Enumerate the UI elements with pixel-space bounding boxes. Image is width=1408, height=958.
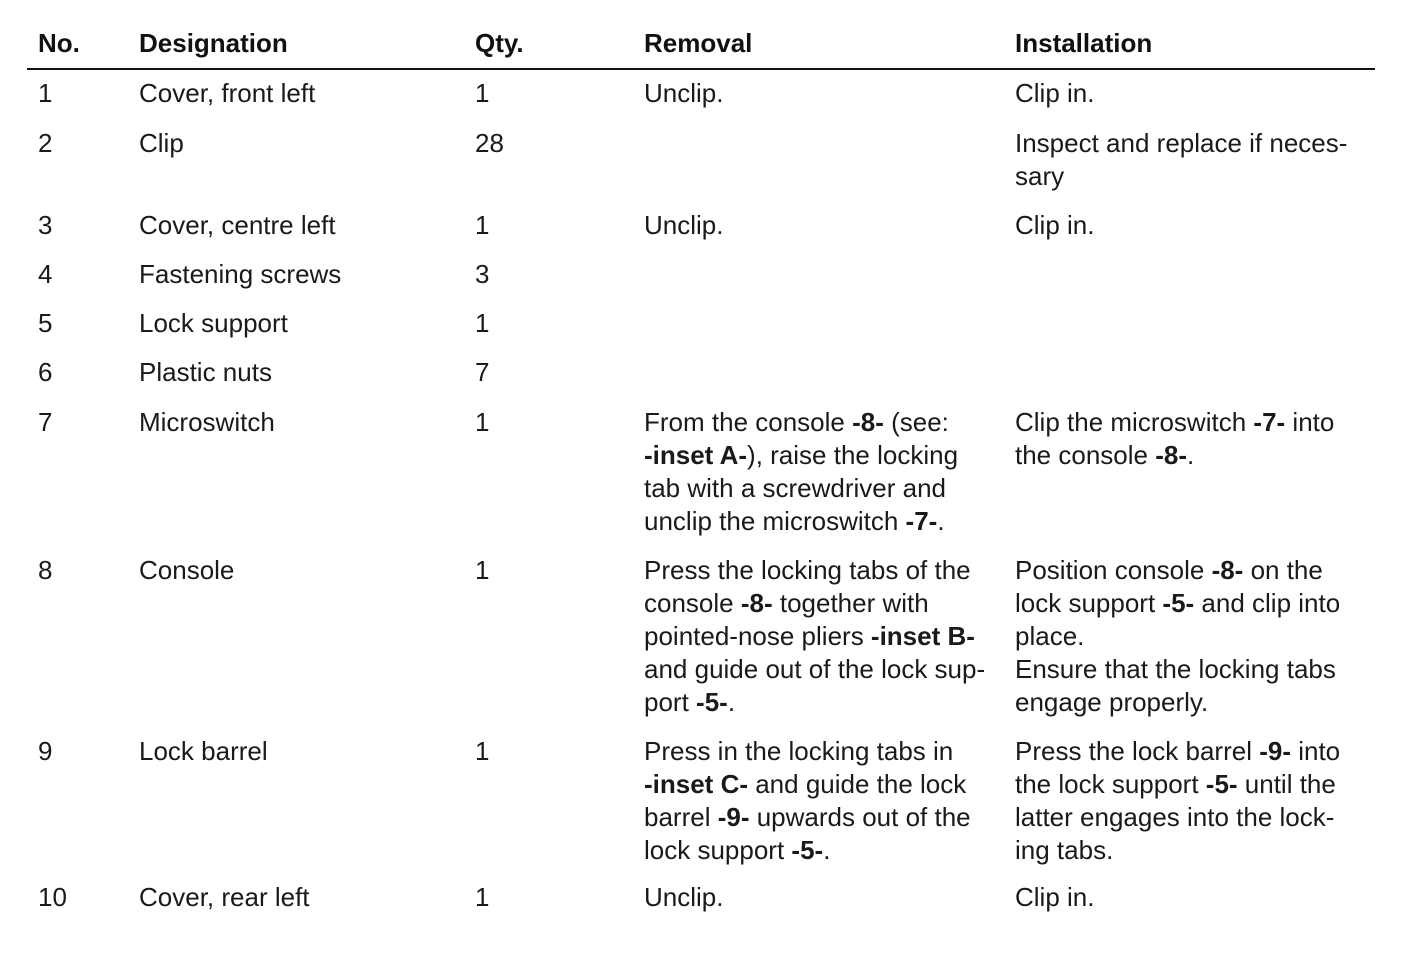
row-number: 5 xyxy=(38,308,53,338)
row-number: 10 xyxy=(38,882,67,912)
row-number: 1 xyxy=(38,78,53,108)
row-removal-line: -inset A-), raise the locking xyxy=(644,440,959,470)
row-removal-line: Unclip. xyxy=(644,210,724,240)
row-removal-line: unclip the microswitch -7-. xyxy=(644,506,945,536)
row-installation-line: Clip in. xyxy=(1015,210,1095,240)
row-installation-line: Press the lock barrel -9- into xyxy=(1015,736,1341,766)
row-designation: Fastening screws xyxy=(139,259,342,289)
row-installation-line: the console -8-. xyxy=(1015,440,1195,470)
row-removal-line: pointed-nose pliers -inset B- xyxy=(644,621,975,651)
row-removal-line: console -8- together with xyxy=(644,588,929,618)
row-designation: Lock support xyxy=(139,308,288,338)
header-qty: Qty. xyxy=(475,28,524,58)
row-removal-line: tab with a screwdriver and xyxy=(644,473,947,503)
row-designation: Console xyxy=(139,555,235,585)
row-designation: Cover, centre left xyxy=(139,210,336,240)
row-installation-line: Inspect and replace if neces- xyxy=(1015,128,1348,158)
row-removal-line: Unclip. xyxy=(644,78,724,108)
header-installation: Installation xyxy=(1015,28,1153,58)
row-installation-line: Position console -8- on the xyxy=(1015,555,1323,585)
row-designation: Lock barrel xyxy=(139,736,268,766)
row-installation-line: Clip in. xyxy=(1015,882,1095,912)
row-qty: 1 xyxy=(475,308,490,338)
row-number: 3 xyxy=(38,210,53,240)
row-designation: Plastic nuts xyxy=(139,357,272,387)
row-installation-line: Ensure that the locking tabs xyxy=(1015,654,1336,684)
row-removal-line: and guide out of the lock sup- xyxy=(644,654,986,684)
header-designation: Designation xyxy=(139,28,288,58)
header-divider xyxy=(27,68,1375,70)
row-installation-line: Clip in. xyxy=(1015,78,1095,108)
row-designation: Clip xyxy=(139,128,184,158)
row-installation-line: Clip the microswitch -7- into xyxy=(1015,407,1335,437)
row-installation-line: engage properly. xyxy=(1015,687,1209,717)
row-number: 9 xyxy=(38,736,53,766)
row-designation: Cover, rear left xyxy=(139,882,310,912)
row-designation: Microswitch xyxy=(139,407,275,437)
row-number: 2 xyxy=(38,128,53,158)
row-number: 4 xyxy=(38,259,53,289)
row-removal-line: -inset C- and guide the lock xyxy=(644,769,967,799)
row-installation-line: lock support -5- and clip into xyxy=(1015,588,1341,618)
header-no: No. xyxy=(38,28,80,58)
row-number: 7 xyxy=(38,407,53,437)
row-designation: Cover, front left xyxy=(139,78,316,108)
row-number: 6 xyxy=(38,357,53,387)
row-removal-line: Press the locking tabs of the xyxy=(644,555,971,585)
row-qty: 1 xyxy=(475,210,490,240)
row-qty: 1 xyxy=(475,736,490,766)
row-removal-line: lock support -5-. xyxy=(644,835,831,865)
row-removal-line: port -5-. xyxy=(644,687,736,717)
row-installation-line: the lock support -5- until the xyxy=(1015,769,1336,799)
row-number: 8 xyxy=(38,555,53,585)
header-removal: Removal xyxy=(644,28,753,58)
row-qty: 7 xyxy=(475,357,490,387)
row-installation-line: ing tabs. xyxy=(1015,835,1114,865)
row-removal-line: barrel -9- upwards out of the xyxy=(644,802,971,832)
row-qty: 1 xyxy=(475,407,490,437)
row-qty: 1 xyxy=(475,882,490,912)
row-removal-line: From the console -8- (see: xyxy=(644,407,949,437)
row-installation-line: latter engages into the lock- xyxy=(1015,802,1335,832)
row-installation-line: place. xyxy=(1015,621,1085,651)
row-removal-line: Unclip. xyxy=(644,882,724,912)
row-qty: 3 xyxy=(475,259,490,289)
row-qty: 1 xyxy=(475,555,490,585)
row-qty: 1 xyxy=(475,78,490,108)
row-installation-line: sary xyxy=(1015,161,1065,191)
row-qty: 28 xyxy=(475,128,504,158)
row-removal-line: Press in the locking tabs in xyxy=(644,736,954,766)
